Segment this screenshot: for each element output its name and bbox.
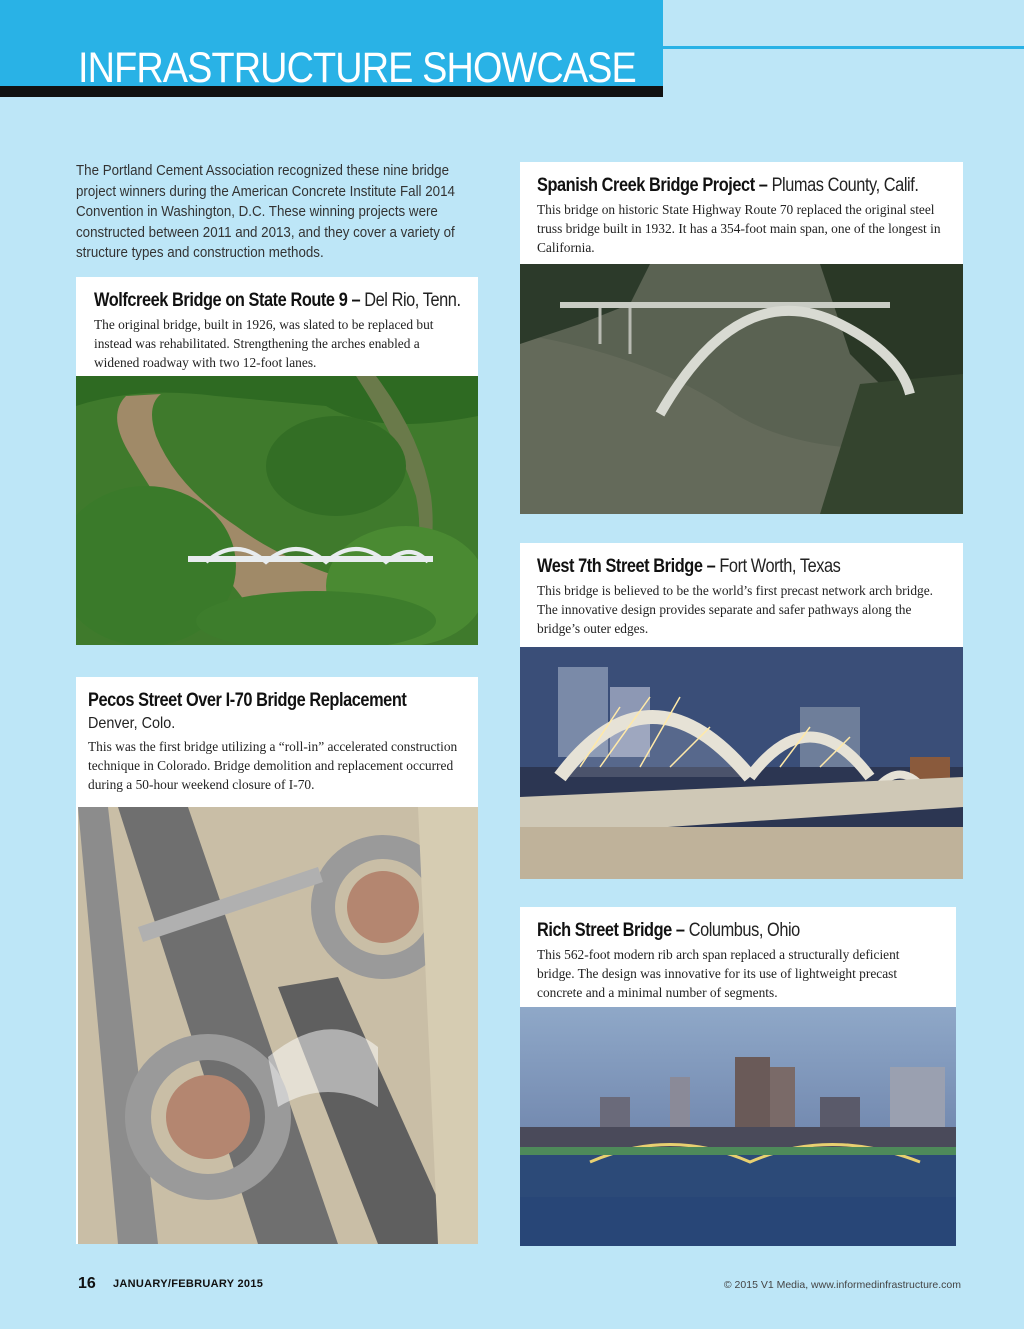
card-description: This bridge on historic State Highway Route 70 replaced the original steel truss bridge built in 1932. It has a 354-foot main span, one of the longest in California. (537, 202, 941, 255)
card-title: Pecos Street Over I-70 Bridge Replacement (88, 690, 407, 711)
card-location: Columbus, Ohio (684, 920, 800, 941)
card-west-7th (520, 543, 963, 879)
intro-paragraph: The Portland Cement Association recognized these nine bridge project winners during the American Concrete Institute Fall 2014 Convention in Washington, D.C. These winning projects were constructed between 2011 and 2013, and they cover a variety of structure types and construction methods. (76, 163, 455, 261)
card-description: This bridge is believed to be the world’s first precast network arch bridge. The innovative design provides separate and safer pathways along the bridge’s outer edges. (537, 583, 934, 636)
card-location: Del Rio, Tenn. (360, 290, 461, 311)
copyright-line: © 2015 V1 Media, www.informedinfrastructure.com (723, 1279, 961, 1291)
photo-rich-street-bridge (520, 1007, 956, 1246)
card-title: Wolfcreek Bridge on State Route 9 – Del Rio, Tenn. (94, 290, 461, 311)
photo-spanish-creek-bridge (520, 264, 963, 514)
issue-date: JANUARY/FEBRUARY 2015 (113, 1278, 264, 1290)
card-location: Plumas County, Calif. (767, 175, 919, 196)
card-title: West 7th Street Bridge – Fort Worth, Texas (537, 556, 841, 577)
page-title: INFRASTRUCTURE SHOWCASE (78, 44, 636, 92)
photo-west-7th-bridge (520, 647, 963, 879)
card-description: This 562-foot modern rib arch span replaced a structurally deficient bridge. The design was innovative for its use of lightweight precast concrete and a minimal number of segments. (537, 947, 900, 1000)
card-pecos-street (76, 677, 478, 1244)
photo-pecos-street-bridge (78, 807, 478, 1244)
card-spanish-creek (520, 162, 963, 514)
card-rich-street (520, 907, 956, 1246)
card-description: The original bridge, built in 1926, was slated to be replaced but instead was rehabilitated. Strengthening the arches enabled a widened roadway with two 12-foot lanes. (94, 317, 434, 370)
photo-wolfcreek-bridge (76, 376, 478, 645)
header-rule (663, 46, 1024, 49)
card-description: This was the first bridge utilizing a “roll-in” accelerated construction technique in Colorado. Bridge demolition and replacement occurred during a 50-hour weekend closure of I-70. (88, 739, 458, 792)
card-wolfcreek (76, 277, 478, 645)
card-title: Rich Street Bridge – Columbus, Ohio (537, 920, 800, 941)
card-title: Spanish Creek Bridge Project – Plumas County, Calif. (537, 175, 919, 196)
card-location: Fort Worth, Texas (715, 556, 841, 577)
page-number: 16 (78, 1275, 96, 1292)
card-location: Denver, Colo. (88, 715, 176, 732)
